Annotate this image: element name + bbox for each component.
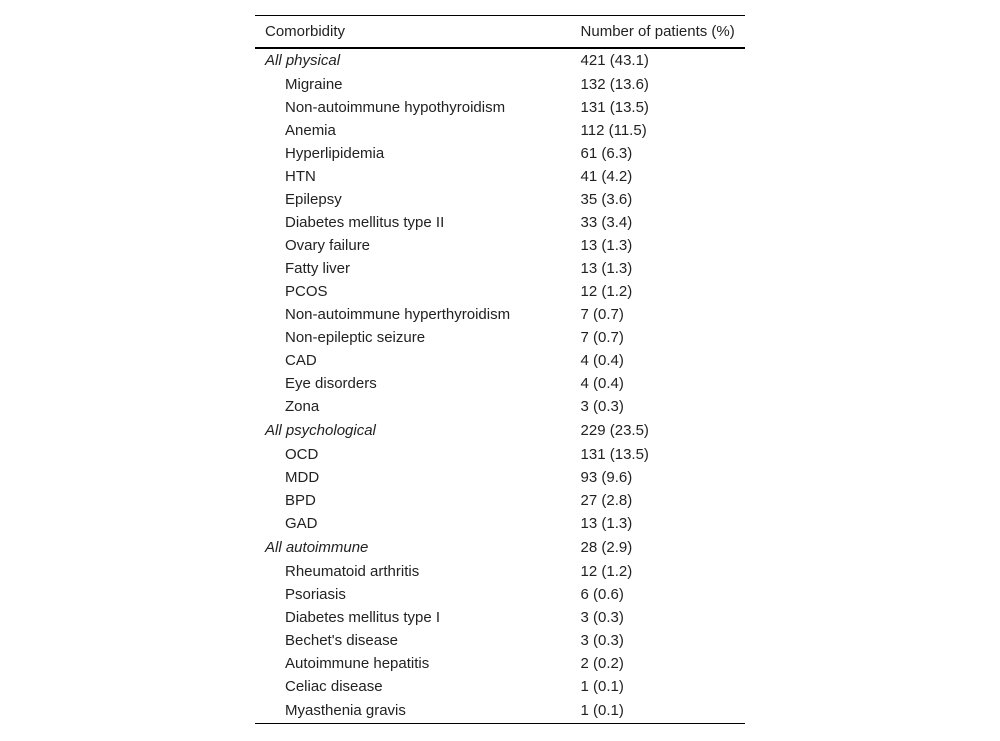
table-row <box>255 165 745 188</box>
comorbidity-name: OCD <box>285 446 319 463</box>
patient-count: 13 (1.3) <box>580 237 633 254</box>
comorbidity-name: Celiac disease <box>285 678 383 695</box>
table-row <box>255 303 745 326</box>
patient-count: 13 (1.3) <box>580 515 633 532</box>
group-label: All physical <box>265 52 341 69</box>
table-row <box>255 583 745 606</box>
group-label: All psychological <box>265 422 376 439</box>
patient-count: 4 (0.4) <box>580 375 624 392</box>
table-row <box>255 234 745 257</box>
patient-count: 27 (2.8) <box>580 492 633 509</box>
patient-count: 93 (9.6) <box>580 469 633 486</box>
group-label: All autoimmune <box>265 539 369 556</box>
table-row <box>255 560 745 583</box>
table-row <box>255 698 745 724</box>
comorbidity-name: Epilepsy <box>285 191 342 208</box>
comorbidity-name: Non-autoimmune hypothyroidism <box>285 99 506 116</box>
comorbidity-name: Ovary failure <box>285 237 371 254</box>
table-row <box>255 211 745 234</box>
comorbidity-name: Psoriasis <box>285 586 346 603</box>
header-number-of-patients: Number of patients (%) <box>581 16 745 49</box>
table-row <box>255 512 745 535</box>
table-row <box>255 326 745 349</box>
table-row <box>255 349 745 372</box>
patient-count: 13 (1.3) <box>580 260 633 277</box>
patient-count: 132 (13.6) <box>580 76 649 93</box>
comorbidity-name: Myasthenia gravis <box>255 698 581 724</box>
comorbidity-name: PCOS <box>285 283 328 300</box>
patient-count: 7 (0.7) <box>580 329 624 346</box>
table-row <box>255 443 745 466</box>
patient-count: 4 (0.4) <box>580 352 624 369</box>
table-row <box>255 96 745 119</box>
comorbidity-name: BPD <box>285 492 316 509</box>
patient-count: 3 (0.3) <box>580 398 624 415</box>
patient-count: 7 (0.7) <box>580 306 624 323</box>
patient-count: 1 (0.1) <box>580 678 624 695</box>
comorbidity-name: CAD <box>285 352 317 369</box>
group-row <box>255 418 745 443</box>
patient-count: 41 (4.2) <box>580 168 633 185</box>
table-header <box>255 16 745 49</box>
table-row <box>255 489 745 512</box>
table-row <box>255 280 745 303</box>
patient-count: 33 (3.4) <box>580 214 633 231</box>
comorbidity-name: Anemia <box>285 122 336 139</box>
header-comorbidity: Comorbidity <box>255 16 581 49</box>
comorbidity-name: Bechet's disease <box>285 632 398 649</box>
patient-count: 1 (0.1) <box>581 698 745 724</box>
table-body <box>255 48 745 724</box>
table-row <box>255 652 745 675</box>
patient-count: 2 (0.2) <box>580 655 624 672</box>
comorbidity-name: Migraine <box>285 76 343 93</box>
group-value: 28 (2.9) <box>580 539 633 556</box>
patient-count: 61 (6.3) <box>580 145 633 162</box>
patient-count: 6 (0.6) <box>580 586 624 603</box>
table-row <box>255 675 745 698</box>
group-value: 421 (43.1) <box>580 52 649 69</box>
table-row <box>255 188 745 211</box>
table-row <box>255 466 745 489</box>
patient-count: 112 (11.5) <box>580 122 647 139</box>
comorbidity-name: Non-autoimmune hyperthyroidism <box>285 306 511 323</box>
patient-count: 12 (1.2) <box>580 563 633 580</box>
table-row <box>255 372 745 395</box>
comorbidity-name: Diabetes mellitus type II <box>285 214 445 231</box>
table-row <box>255 606 745 629</box>
table-row <box>255 119 745 142</box>
comorbidity-name: Rheumatoid arthritis <box>285 563 420 580</box>
table-row <box>255 257 745 280</box>
table-row <box>255 629 745 652</box>
comorbidity-name: Diabetes mellitus type I <box>285 609 441 626</box>
patient-count: 12 (1.2) <box>580 283 633 300</box>
group-row <box>255 535 745 560</box>
comorbidity-name: Eye disorders <box>285 375 377 392</box>
comorbidity-name: Hyperlipidemia <box>285 145 385 162</box>
comorbidity-table-container <box>255 15 745 724</box>
patient-count: 131 (13.5) <box>580 446 649 463</box>
patient-count: 3 (0.3) <box>580 609 624 626</box>
comorbidity-name: Non-epileptic seizure <box>285 329 426 346</box>
table-row <box>255 142 745 165</box>
table-row <box>255 395 745 418</box>
comorbidity-name: GAD <box>285 515 318 532</box>
comorbidity-name: Fatty liver <box>285 260 351 277</box>
group-value: 229 (23.5) <box>580 422 649 439</box>
comorbidity-table <box>255 15 745 724</box>
table-row <box>255 73 745 96</box>
patient-count: 3 (0.3) <box>580 632 624 649</box>
comorbidity-name: HTN <box>285 168 316 185</box>
patient-count: 131 (13.5) <box>580 99 649 116</box>
comorbidity-name: MDD <box>285 469 320 486</box>
comorbidity-name: Zona <box>285 398 320 415</box>
patient-count: 35 (3.6) <box>580 191 633 208</box>
group-row <box>255 48 745 73</box>
comorbidity-name: Autoimmune hepatitis <box>285 655 430 672</box>
header-row <box>255 16 745 49</box>
